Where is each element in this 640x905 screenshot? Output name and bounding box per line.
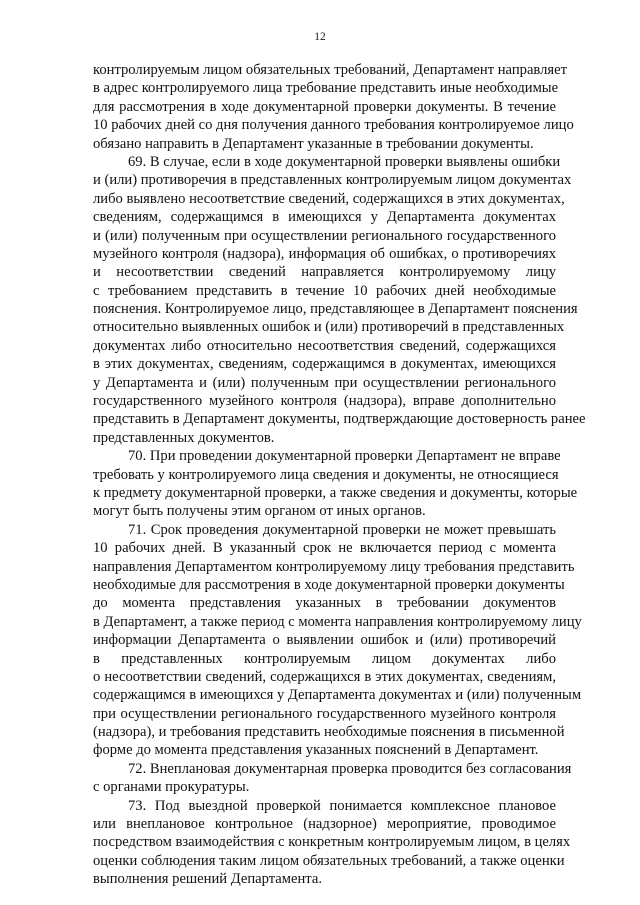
text-line: посредством взаимодействия с конкретным контролируемым лицом, в целях — [93, 834, 571, 851]
text-line: 73. Под выездной проверкой понимается комплексное плановое — [128, 797, 556, 814]
text-line: обязано направить в Департамент указанные в требовании документы. — [93, 135, 534, 152]
text-line: и несоответствии сведений направляется контролируемому лицу — [93, 264, 556, 281]
paragraph-cont — [93, 61, 574, 153]
text-line: либо выявлено несоответствие сведений, содержащихся в этих документах, — [93, 190, 565, 207]
text-line: к предмету документарной проверки, а также сведения и документы, которые — [93, 484, 578, 501]
text-line: 70. При проведении документарной проверки Департамент не вправе — [128, 448, 561, 465]
text-line: и (или) противоречия в представленных контролируемым лицом документах — [93, 172, 572, 189]
page-number: 12 — [314, 31, 326, 43]
text-line: в адрес контролируемого лица требование представить иные необходимые — [93, 80, 559, 97]
paragraph-p72 — [93, 760, 572, 797]
text-line: 72. Внеплановая документарная проверка проводится без согласования — [128, 760, 572, 777]
text-line: при осуществлении регионального государственного музейного контроля — [93, 705, 556, 722]
text-line: относительно выявленных ошибок и (или) противоречий в представленных — [93, 319, 565, 336]
text-line: 10 рабочих дней. В указанный срок не включается период с момента — [93, 540, 556, 557]
text-line: в Департамент, а также период с момента направления контролируемому лицу — [93, 613, 582, 630]
text-line: необходимые для рассмотрения в ходе документарной проверки документы — [93, 576, 565, 593]
paragraph-p73 — [93, 797, 571, 889]
text-line: направления Департаментом контролируемому лицу требования представить — [93, 558, 575, 575]
text-line: пояснения. Контролируемое лицо, представляющее в Департамент пояснения — [93, 301, 578, 318]
text-line: о несоответствии сведений, содержащихся в этих документах, сведениям, — [93, 668, 556, 685]
text-line: с органами прокуратуры. — [93, 779, 250, 796]
text-line: музейного контроля (надзора), информация об ошибках, о противоречиях — [93, 245, 556, 262]
text-line: форме до момента представления указанных пояснений в Департамент. — [93, 742, 539, 759]
text-line: оценки соблюдения таким лицом обязательных требований, а также оценки — [93, 852, 565, 869]
text-line: 10 рабочих дней со дня получения данного требования контролируемое лицо — [93, 117, 574, 134]
paragraph-p71 — [93, 521, 582, 760]
text-line: содержащимся в имеющихся у Департамента документах и (или) полученным — [93, 687, 582, 704]
text-line: информации Департамента о выявлении ошибок и (или) противоречий — [93, 632, 556, 649]
text-line: представить в Департамент документы, подтверждающие достоверность ранее — [93, 411, 586, 428]
document-body — [93, 61, 586, 889]
text-line: в этих документах, сведениям, содержащимся в документах, имеющихся — [93, 356, 556, 373]
text-line: до момента представления указанных в требовании документов — [93, 595, 556, 612]
text-line: могут быть получены этим органом от иных органов. — [93, 503, 426, 520]
text-line: представленных документов. — [93, 429, 275, 446]
text-line: (надзора), и требования представить необходимые пояснения в письменной — [93, 724, 565, 741]
text-line: требовать у контролируемого лица сведения и документы, не относящиеся — [93, 466, 559, 483]
text-line: сведениям, содержащимся в имеющихся у Департамента документах — [93, 209, 556, 226]
text-line: в представленных контролируемым лицом документах либо — [93, 650, 556, 667]
text-line: с требованием представить в течение 10 рабочих дней необходимые — [93, 282, 556, 299]
text-line: 71. Срок проведения документарной проверки не может превышать — [128, 521, 556, 538]
text-line: и (или) полученным при осуществлении регионального государственного — [93, 227, 556, 244]
text-line: 69. В случае, если в ходе документарной проверки выявлены ошибки — [128, 153, 561, 170]
text-line: документах либо относительно несоответствия сведений, содержащихся — [93, 337, 556, 354]
text-line: для рассмотрения в ходе документарной проверки документы. В течение — [93, 98, 556, 115]
text-line: государственного музейного контроля (надзора), вправе дополнительно — [93, 393, 556, 410]
text-line: у Департамента и (или) полученным при осуществлении регионального — [93, 374, 556, 391]
text-line: или внеплановое контрольное (надзорное) мероприятие, проводимое — [93, 816, 556, 833]
paragraph-p70 — [93, 447, 578, 521]
paragraph-p69 — [93, 153, 586, 447]
text-line: выполнения решений Департамента. — [93, 871, 322, 888]
text-line: контролируемым лицом обязательных требований, Департамент направляет — [93, 62, 567, 78]
